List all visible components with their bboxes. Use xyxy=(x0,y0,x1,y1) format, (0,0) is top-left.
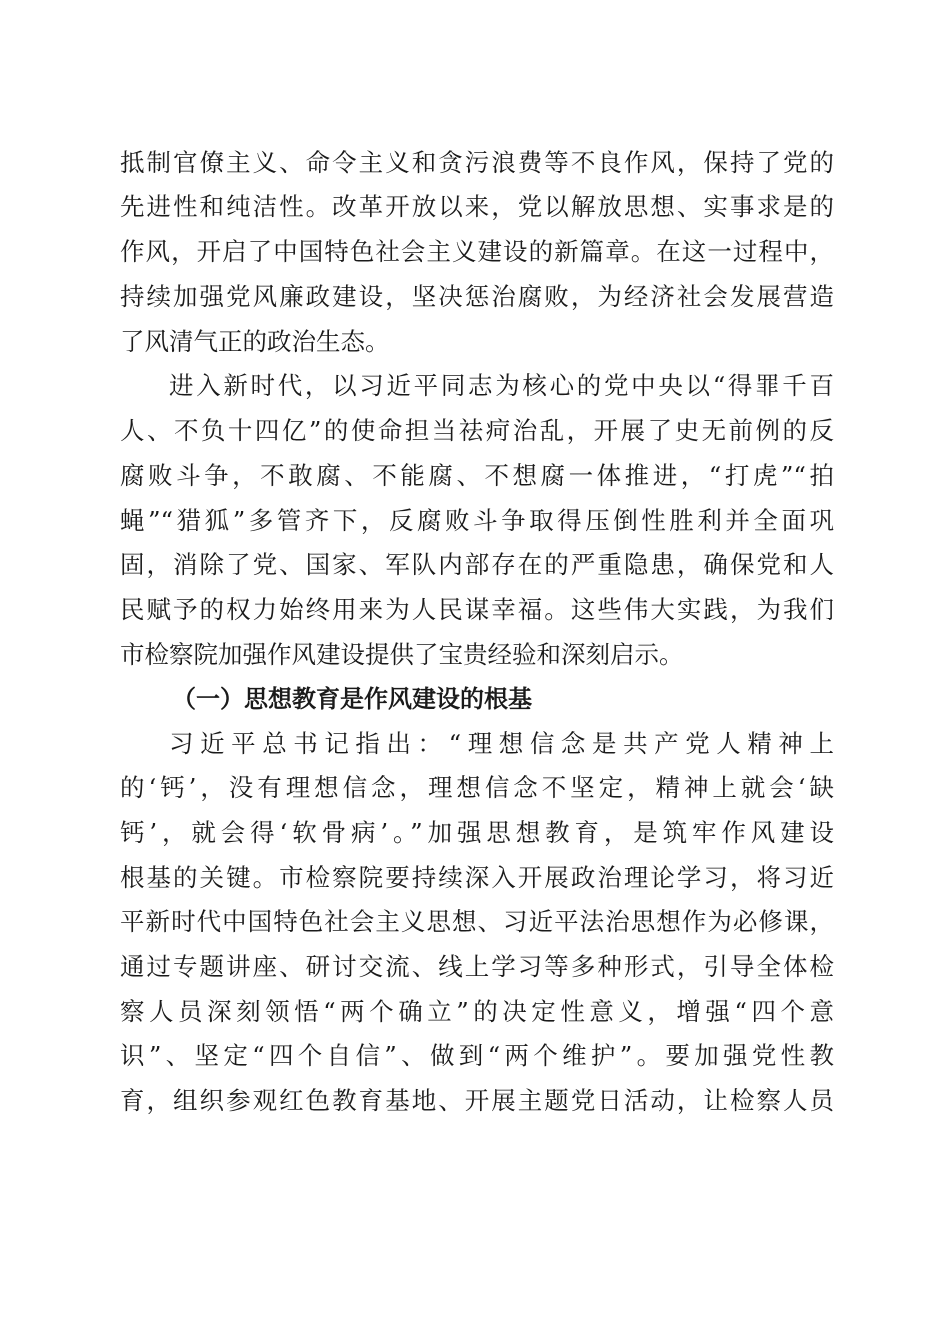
text-line: 根基的关键。市检察院要持续深入开展政治理论学习，将习近 xyxy=(120,863,834,892)
section-heading: （一）思想教育是作风建设的根基 xyxy=(172,685,532,713)
text-line: 进入新时代，以习近平同志为核心的党中央以“得罪千百 xyxy=(169,371,834,400)
text-line: 钙’，就会得‘软骨病’。”加强思想教育，是筑牢作风建设 xyxy=(120,818,834,847)
text-line: 腐败斗争，不敢腐、不能腐、不想腐一体推进，“打虎”“拍 xyxy=(120,461,834,490)
text-line: 固，消除了党、国家、军队内部存在的严重隐患，确保党和人 xyxy=(120,550,834,579)
text-line: 先进性和纯洁性。改革开放以来，党以解放思想、实事求是的 xyxy=(120,192,834,221)
text-line: 通过专题讲座、研讨交流、线上学习等多种形式，引导全体检 xyxy=(120,952,834,981)
text-line: 持续加强党风廉政建设，坚决惩治腐败，为经济社会发展营造 xyxy=(120,282,834,311)
text-line: 察人员深刻领悟“两个确立”的决定性意义，增强“四个意 xyxy=(120,997,834,1026)
text-line: 育，组织参观红色教育基地、开展主题党日活动，让检察人员 xyxy=(120,1086,834,1115)
text-line: 市检察院加强作风建设提供了宝贵经验和深刻启示。 xyxy=(120,640,684,669)
text-line: 人、不负十四亿”的使命担当祛疴治乱，开展了史无前例的反 xyxy=(120,416,834,445)
text-line: 习近平总书记指出：“理想信念是共产党人精神上 xyxy=(169,729,834,758)
text-line: 蝇”“猎狐”多管齐下，反腐败斗争取得压倒性胜利并全面巩 xyxy=(120,506,834,535)
text-line: 识”、坚定“四个自信”、做到“两个维护”。要加强党性教 xyxy=(120,1041,834,1070)
text-line: 民赋予的权力始终用来为人民谋幸福。这些伟大实践，为我们 xyxy=(120,595,834,624)
text-line: 作风，开启了中国特色社会主义建设的新篇章。在这一过程中， xyxy=(120,237,834,266)
text-line: 抵制官僚主义、命令主义和贪污浪费等不良作风，保持了党的 xyxy=(120,148,834,177)
text-line: 的‘钙’，没有理想信念，理想信念不坚定，精神上就会‘缺 xyxy=(120,773,834,802)
text-line: 平新时代中国特色社会主义思想、习近平法治思想作为必修课， xyxy=(120,907,834,936)
text-line: 了风清气正的政治生态。 xyxy=(120,327,390,356)
